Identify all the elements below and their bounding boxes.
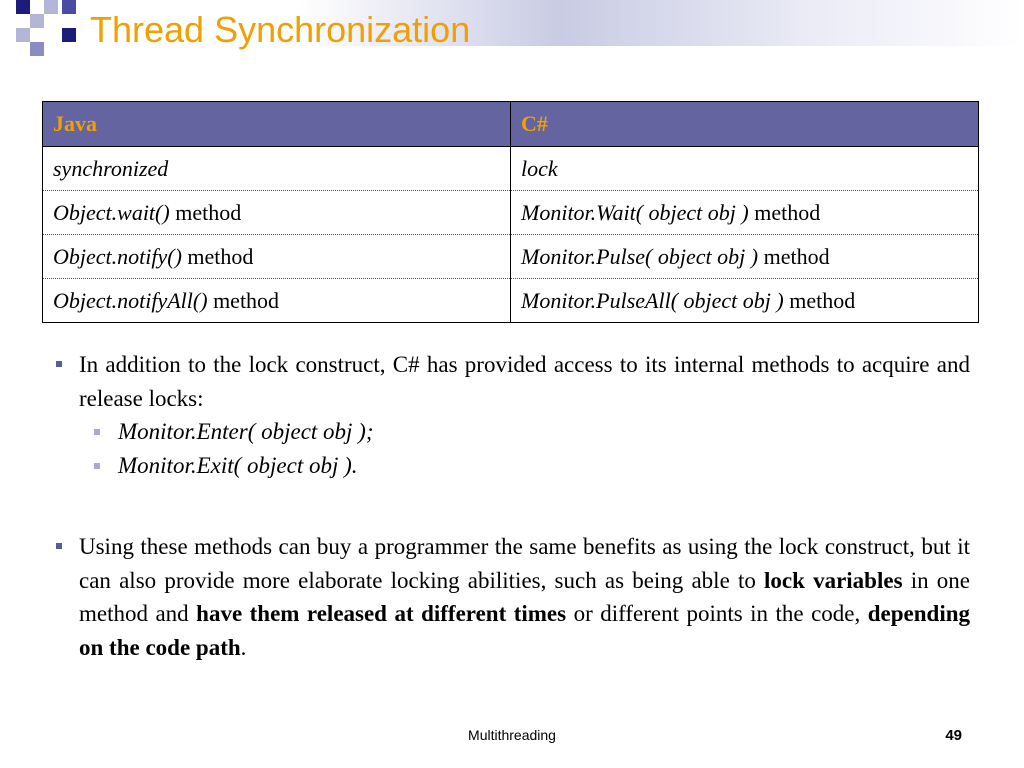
bullet-text-part: .	[240, 634, 247, 660]
java-cell	[43, 235, 511, 279]
java-cell	[43, 279, 511, 323]
csharp-suffix: method	[758, 243, 830, 269]
sub-bullet-square-icon	[94, 429, 100, 435]
footer-text: Multithreading	[468, 727, 556, 743]
bullet-text-part: or different points in the code,	[566, 601, 868, 626]
sub-bullet-square-icon	[94, 463, 100, 469]
slide-footer	[0, 727, 1024, 747]
table-row	[43, 279, 979, 323]
bullet-text-part: Using these methods can buy a programmer the same benefits as using the lock construct, but it can also provide more elaborate locking abilities, such as being able to	[79, 534, 970, 593]
bullet-spacer	[56, 482, 970, 530]
column-header-csharp: C#	[511, 102, 979, 147]
bullet-square-icon	[56, 361, 62, 367]
csharp-suffix: method	[783, 287, 856, 313]
java-construct: synchronized	[53, 155, 169, 181]
sub-bullet-item	[56, 415, 970, 449]
emphasis-text: lock variables	[764, 567, 903, 593]
slide-title: Thread Synchronization	[90, 9, 471, 50]
bullet-item	[56, 530, 970, 664]
csharp-cell	[511, 191, 979, 235]
java-cell	[43, 191, 511, 235]
table-row	[43, 147, 979, 191]
java-suffix: method	[207, 287, 280, 313]
sub-bullet-text: Monitor.Exit( object obj ).	[118, 452, 358, 478]
page-number: 49	[945, 727, 962, 744]
table-row	[43, 235, 979, 279]
csharp-construct: Monitor.Pulse( object obj )	[521, 243, 759, 269]
java-cell	[43, 147, 511, 191]
csharp-cell	[511, 147, 979, 191]
sub-bullet-item	[56, 449, 970, 483]
emphasis-text: depending on the code path	[79, 601, 970, 660]
bullet-text-part: in one method and	[79, 567, 970, 626]
emphasis-text: have them released at different times	[196, 601, 567, 626]
csharp-cell	[511, 279, 979, 323]
java-suffix: method	[169, 199, 242, 225]
table-row	[43, 191, 979, 235]
java-construct: Object.notify()	[53, 243, 182, 269]
csharp-construct: Monitor.Wait( object obj )	[521, 199, 749, 225]
java-construct: Object.notifyAll()	[53, 287, 208, 313]
column-header-java: Java	[43, 102, 511, 147]
bullet-text: In addition to the lock construct, C# has provided access to its internal methods to acquire and release locks:	[79, 352, 970, 411]
java-construct: Object.wait()	[53, 199, 170, 225]
csharp-construct: Monitor.PulseAll( object obj )	[521, 287, 784, 313]
sub-bullet-text: Monitor.Enter( object obj );	[118, 419, 374, 444]
csharp-construct: lock	[521, 155, 558, 181]
bullet-square-icon	[56, 543, 62, 549]
java-suffix: method	[181, 243, 254, 269]
bullet-list	[56, 348, 970, 664]
bullet-item	[56, 348, 970, 415]
comparison-table	[42, 101, 979, 323]
csharp-cell	[511, 235, 979, 279]
table-header-row	[43, 102, 979, 147]
csharp-suffix: method	[748, 199, 821, 225]
